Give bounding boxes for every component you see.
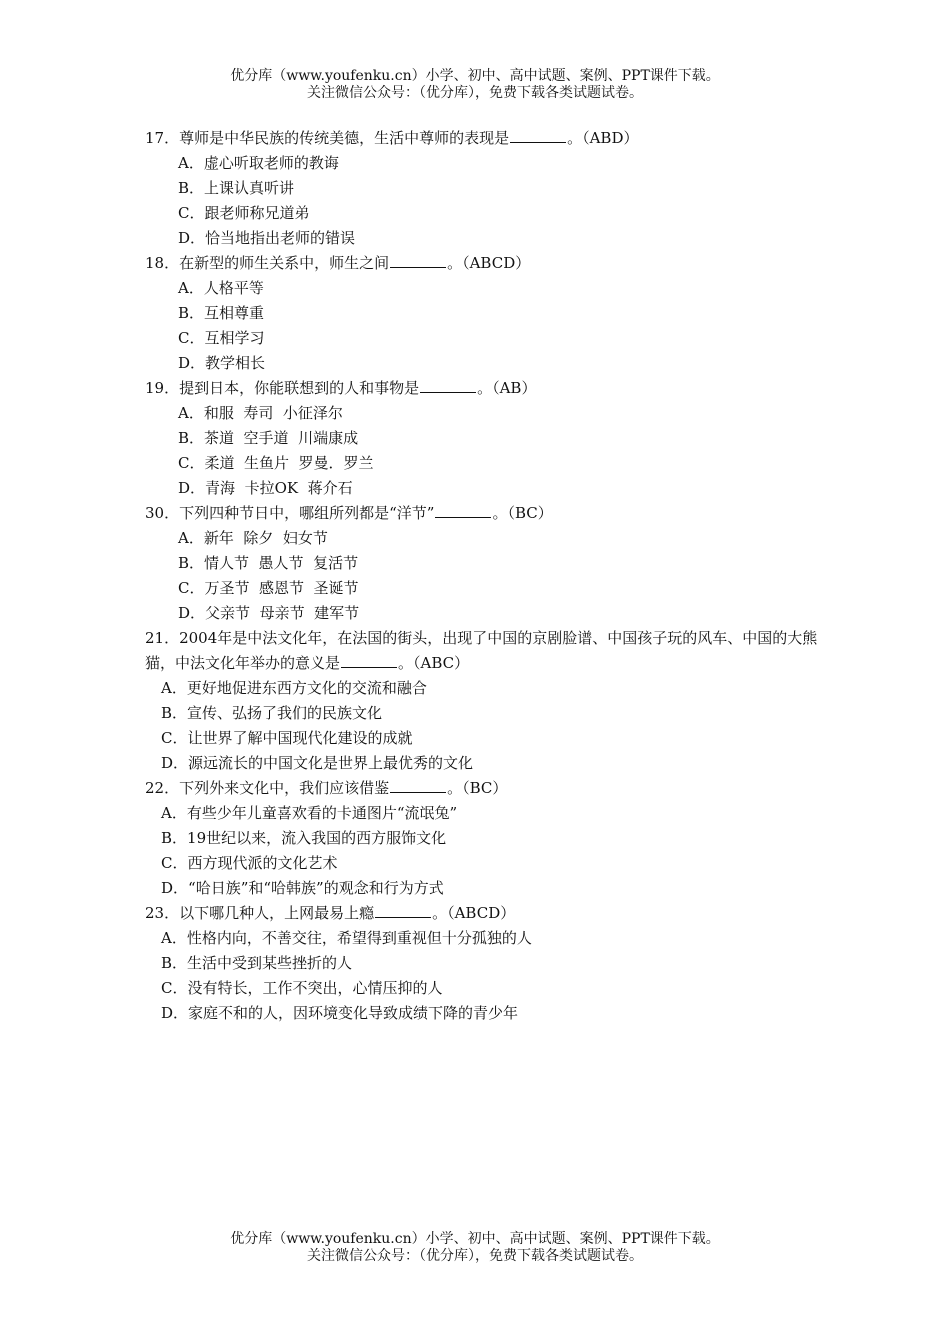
- question-30: [145, 501, 825, 626]
- footer-line-2: 关注微信公众号：（优分库），免费下载各类试题试卷。: [307, 1248, 643, 1264]
- option-a: A．有些少年儿童喜欢看的卡通图片“流氓兔”: [161, 804, 458, 822]
- question-23: [145, 901, 825, 1026]
- answer-blank: [510, 127, 566, 143]
- answer-blank: [375, 902, 431, 918]
- answer-blank: [435, 502, 491, 518]
- question-stem: [145, 376, 825, 401]
- option-c: C．西方现代派的文化艺术: [161, 854, 338, 872]
- option-a: A．虚心听取老师的教诲: [178, 154, 339, 172]
- stem-text: 21．2004年是中法文化年，在法国的街头，出现了中国的京剧脸谱、中国孩子玩的风车、中国的大熊猫，中法文化年举办的意义是: [145, 629, 818, 672]
- stem-text: 18．在新型的师生关系中，师生之间: [145, 254, 390, 272]
- answer-key: 。（ABD）: [567, 129, 639, 147]
- option-c: C．让世界了解中国现代化建设的成就: [161, 729, 413, 747]
- stem-text: 22．下列外来文化中，我们应该借鉴: [145, 779, 390, 797]
- option-d: D．“哈日族”和“哈韩族”的观念和行为方式: [161, 879, 444, 897]
- page-header: [0, 68, 950, 102]
- answer-key: 。（AB）: [477, 379, 537, 397]
- option-b: B．19世纪以来，流入我国的西方服饰文化: [161, 829, 447, 847]
- stem-text: 17．尊师是中华民族的传统美德，生活中尊师的表现是: [145, 129, 510, 147]
- question-list: [145, 126, 825, 1026]
- option-b: B．生活中受到某些挫折的人: [161, 954, 353, 972]
- question-22: [145, 776, 825, 901]
- option-d: D．源远流长的中国文化是世界上最优秀的文化: [161, 754, 474, 772]
- answer-key: 。（BC）: [492, 504, 553, 522]
- answer-key: 。（BC）: [447, 779, 508, 797]
- question-stem: [145, 776, 825, 801]
- option-a: A．人格平等: [178, 279, 264, 297]
- question-stem: [145, 901, 825, 926]
- question-18: [145, 251, 825, 376]
- option-a: A．性格内向，不善交往，希望得到重视但十分孤独的人: [161, 929, 532, 947]
- question-stem: [145, 251, 825, 276]
- question-stem: [145, 126, 825, 151]
- option-c: C．跟老师称兄道弟: [178, 204, 310, 222]
- option-c: C．互相学习: [178, 329, 265, 347]
- option-d: D．恰当地指出老师的错误: [178, 229, 356, 247]
- header-line-2: 关注微信公众号：（优分库），免费下载各类试题试卷。: [307, 85, 643, 101]
- option-b: B．茶道 空手道 川端康成: [178, 429, 359, 447]
- question-stem: [145, 501, 825, 526]
- stem-text: 30．下列四种节日中，哪组所列都是“洋节”: [145, 504, 435, 522]
- option-c: C．万圣节 感恩节 圣诞节: [178, 579, 359, 597]
- header-line-1: 优分库（www.youfenku.cn）小学、初中、高中试题、案例、PPT课件下载。: [230, 68, 720, 84]
- stem-text: 23．以下哪几种人，上网最易上瘾: [145, 904, 375, 922]
- answer-blank: [420, 377, 476, 393]
- question-stem: [145, 626, 825, 676]
- option-c: C．柔道 生鱼片 罗曼．罗兰: [178, 454, 374, 472]
- footer-line-1: 优分库（www.youfenku.cn）小学、初中、高中试题、案例、PPT课件下载。: [230, 1231, 720, 1247]
- option-b: B．上课认真听讲: [178, 179, 295, 197]
- option-b: B．情人节 愚人节 复活节: [178, 554, 359, 572]
- option-b: B．宣传、弘扬了我们的民族文化: [161, 704, 383, 722]
- answer-blank: [390, 777, 446, 793]
- answer-key: 。（ABCD）: [447, 254, 531, 272]
- option-a: A．新年 除夕 妇女节: [178, 529, 328, 547]
- stem-text: 19．提到日本，你能联想到的人和事物是: [145, 379, 420, 397]
- option-a: A．和服 寿司 小征泽尔: [178, 404, 343, 422]
- option-d: D．青海 卡拉OK 蒋介石: [178, 479, 353, 497]
- option-a: A．更好地促进东西方文化的交流和融合: [161, 679, 427, 697]
- option-d: D．家庭不和的人，因环境变化导致成绩下降的青少年: [161, 1004, 519, 1022]
- option-d: D．教学相长: [178, 354, 266, 372]
- page-footer: [0, 1231, 950, 1265]
- question-17: [145, 126, 825, 251]
- answer-key: 。（ABC）: [398, 654, 470, 672]
- answer-blank: [390, 252, 446, 268]
- answer-blank: [341, 652, 397, 668]
- question-21: [145, 626, 825, 776]
- answer-key: 。（ABCD）: [432, 904, 516, 922]
- option-b: B．互相尊重: [178, 304, 265, 322]
- option-c: C．没有特长，工作不突出，心情压抑的人: [161, 979, 443, 997]
- option-d: D．父亲节 母亲节 建军节: [178, 604, 360, 622]
- question-19: [145, 376, 825, 501]
